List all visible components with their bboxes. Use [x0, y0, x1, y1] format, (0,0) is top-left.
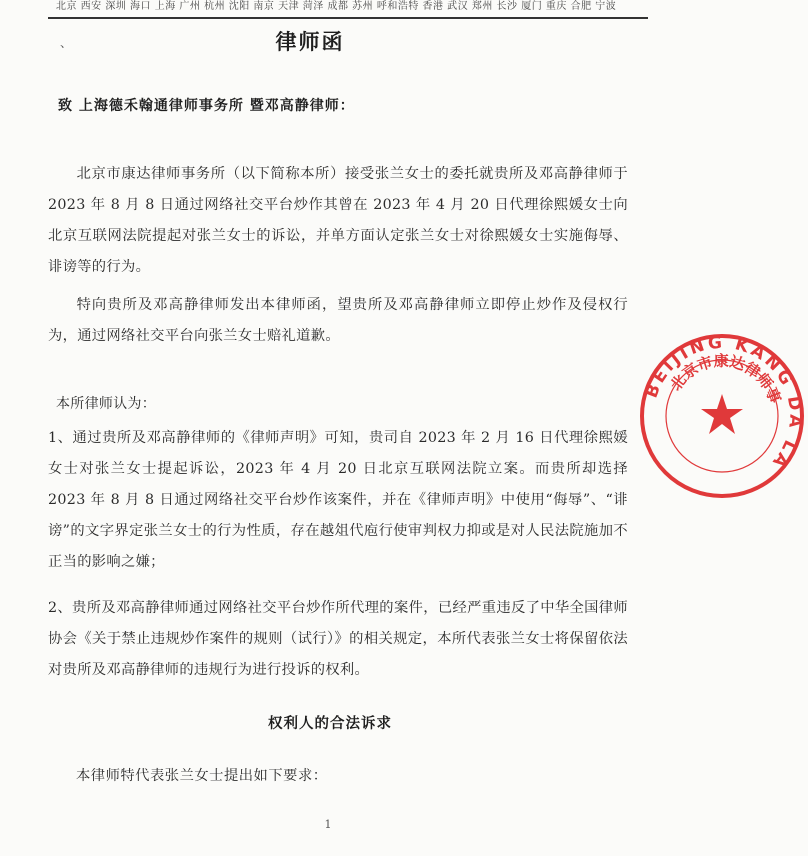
stray-mark: 、: [60, 36, 73, 50]
page-number: 1: [324, 818, 332, 831]
law-firm-seal: [636, 330, 806, 500]
opinion-point-2: 2、贵所及邓高静律师通过网络社交平台炒作所代理的案件，已经严重违反了中华全国律师协会《关于禁止违规炒作案件的规则（试行）》的相关规定，本所代表张兰女士将保留依法对贵所及邓高静律师的违规行为进行投诉的权利。: [48, 600, 628, 678]
body-paragraph-2: 特向贵所及邓高静律师发出本律师函，望贵所及邓高静律师立即停止炒作及侵权行为，通过网络社交平台向张兰女士赔礼道歉。: [48, 297, 628, 344]
section-title: 权利人的合法诉求: [268, 715, 392, 732]
seal-chinese-text: 北京市康达律师事: [666, 351, 785, 406]
document-title: 律师函: [275, 29, 345, 54]
seal-latin-text: BEIJING KANG DA LA: [641, 332, 806, 474]
seal-graphic: [636, 330, 808, 502]
letterhead-rule: [48, 17, 648, 19]
request-intro: 本律师特代表张兰女士提出如下要求：: [76, 768, 328, 784]
opinion-point-1: 1、通过贵所及邓高静律师的《律师声明》可知，贵司自 2023 年 2 月 16 日代理徐熙媛女士对张兰女士提起诉讼，2023 年 4 月 20 日北京互联网法院立案。而贵所却选择 2023 年 8 月 8 日通过网络社交平台炒作该案件，并在《律师声明》中使用“侮辱”、“诽谤”的文字界定张兰女士的行为性质，存在越俎代庖行使审判权力抑或是对人民法院施加不正当的影响之嫌；: [48, 430, 628, 570]
addressee-line: 致 上海德禾翰通律师事务所 暨邓高静律师：: [58, 98, 355, 114]
opinion-intro: 本所律师认为：: [56, 396, 157, 412]
seal-star-icon: [701, 394, 743, 434]
body-paragraph-1: 北京市康达律师事务所（以下简称本所）接受张兰女士的委托就贵所及邓高静律师于 2023 年 8 月 8 日通过网络社交平台炒作其曾在 2023 年 4 月 20 日代理徐熙媛女士向北京互联网法院提起对张兰女士的诉讼，并单方面认定张兰女士对徐熙媛女士实施侮辱、诽谤等的行为。: [48, 166, 628, 275]
letterhead-city-list: 北京 西安 深圳 海口 上海 广州 杭州 沈阳 南京 天津 菏泽 成都 苏州 呼和浩特 香港 武汉 郑州 长沙 厦门 重庆 合肥 宁波: [56, 1, 617, 12]
